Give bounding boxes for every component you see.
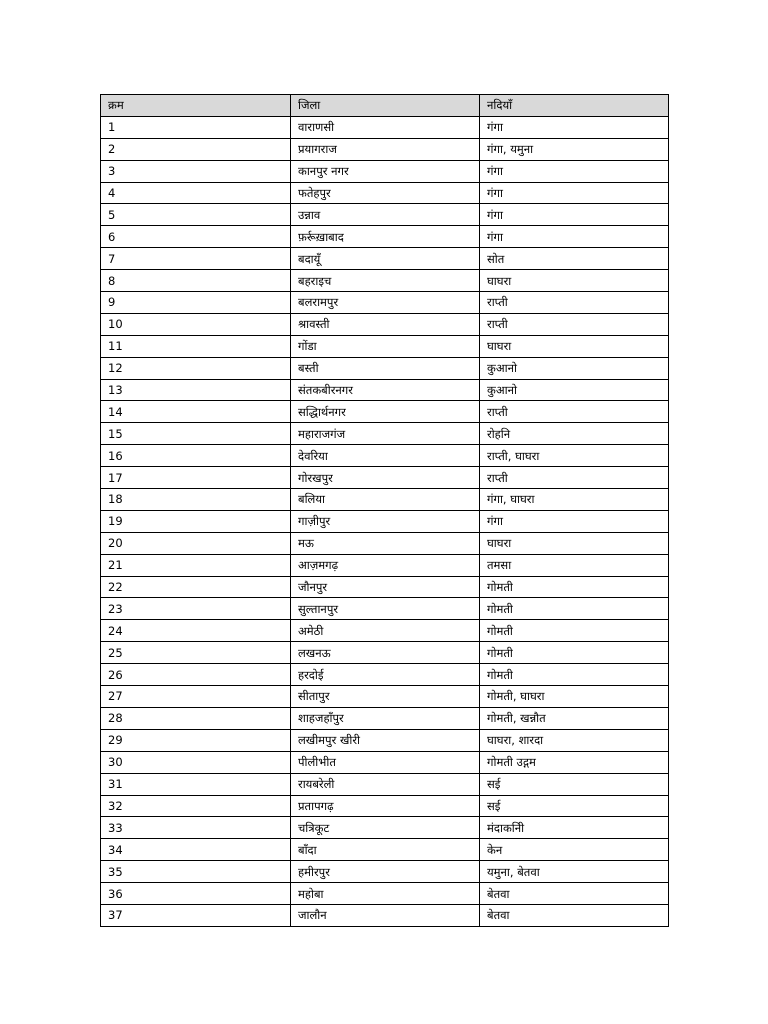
district-cell: जालौन bbox=[291, 904, 480, 926]
rivers-cell: कुआनो bbox=[480, 357, 669, 379]
rivers-cell: केन bbox=[480, 839, 669, 861]
rivers-cell: सोत bbox=[480, 248, 669, 270]
district-cell: संतकबीरनगर bbox=[291, 379, 480, 401]
rivers-cell: गोमती bbox=[480, 664, 669, 686]
header-serial: क्रम bbox=[101, 95, 291, 117]
table-row bbox=[101, 729, 669, 751]
district-cell: वाराणसी bbox=[291, 116, 480, 138]
table-row bbox=[101, 204, 669, 226]
serial-cell: 37 bbox=[101, 904, 291, 926]
rivers-cell: राप्ती bbox=[480, 401, 669, 423]
serial-cell: 17 bbox=[101, 467, 291, 489]
table-row bbox=[101, 489, 669, 511]
table-row bbox=[101, 576, 669, 598]
district-cell: सद्धिार्थनगर bbox=[291, 401, 480, 423]
rivers-cell: गंगा bbox=[480, 182, 669, 204]
table-row bbox=[101, 817, 669, 839]
serial-cell: 23 bbox=[101, 598, 291, 620]
header-district: जिला bbox=[291, 95, 480, 117]
table-row bbox=[101, 313, 669, 335]
serial-cell: 18 bbox=[101, 489, 291, 511]
table-row bbox=[101, 642, 669, 664]
header-row bbox=[101, 95, 669, 117]
table-row bbox=[101, 379, 669, 401]
rivers-cell: गंगा bbox=[480, 204, 669, 226]
table-row bbox=[101, 423, 669, 445]
district-cell: सीतापुर bbox=[291, 686, 480, 708]
district-cell: बहराइच bbox=[291, 270, 480, 292]
serial-cell: 30 bbox=[101, 751, 291, 773]
district-cell: बाँदा bbox=[291, 839, 480, 861]
rivers-cell: घाघरा bbox=[480, 532, 669, 554]
district-cell: पीलीभीत bbox=[291, 751, 480, 773]
district-cell: लखनऊ bbox=[291, 642, 480, 664]
rivers-cell: राप्ती, घाघरा bbox=[480, 445, 669, 467]
rivers-cell: घाघरा bbox=[480, 335, 669, 357]
rivers-cell: घाघरा bbox=[480, 270, 669, 292]
district-cell: उन्नाव bbox=[291, 204, 480, 226]
rivers-cell: गंगा bbox=[480, 160, 669, 182]
serial-cell: 10 bbox=[101, 313, 291, 335]
serial-cell: 24 bbox=[101, 620, 291, 642]
serial-cell: 6 bbox=[101, 226, 291, 248]
serial-cell: 35 bbox=[101, 861, 291, 883]
rivers-cell: गोमती bbox=[480, 576, 669, 598]
serial-cell: 36 bbox=[101, 883, 291, 905]
district-cell: शाहजहाँपुर bbox=[291, 707, 480, 729]
district-cell: महोबा bbox=[291, 883, 480, 905]
serial-cell: 34 bbox=[101, 839, 291, 861]
serial-cell: 1 bbox=[101, 116, 291, 138]
rivers-cell: गंगा bbox=[480, 226, 669, 248]
rivers-cell: राप्ती bbox=[480, 313, 669, 335]
table-row bbox=[101, 335, 669, 357]
serial-cell: 16 bbox=[101, 445, 291, 467]
district-cell: श्रावस्ती bbox=[291, 313, 480, 335]
rivers-cell: रोहनि bbox=[480, 423, 669, 445]
serial-cell: 33 bbox=[101, 817, 291, 839]
table-row bbox=[101, 116, 669, 138]
rivers-cell: गोमती, खन्नौत bbox=[480, 707, 669, 729]
serial-cell: 15 bbox=[101, 423, 291, 445]
serial-cell: 13 bbox=[101, 379, 291, 401]
table-row bbox=[101, 248, 669, 270]
rivers-cell: कुआनो bbox=[480, 379, 669, 401]
district-cell: आज़मगढ़ bbox=[291, 554, 480, 576]
table-row bbox=[101, 707, 669, 729]
table-row bbox=[101, 401, 669, 423]
district-cell: फ़र्रूख़ाबाद bbox=[291, 226, 480, 248]
table-body bbox=[101, 116, 669, 926]
table-row bbox=[101, 292, 669, 314]
table-row bbox=[101, 445, 669, 467]
table-row bbox=[101, 751, 669, 773]
serial-cell: 7 bbox=[101, 248, 291, 270]
district-cell: बस्ती bbox=[291, 357, 480, 379]
district-cell: कानपुर नगर bbox=[291, 160, 480, 182]
district-cell: मऊ bbox=[291, 532, 480, 554]
serial-cell: 3 bbox=[101, 160, 291, 182]
district-cell: चत्रिकूट bbox=[291, 817, 480, 839]
serial-cell: 4 bbox=[101, 182, 291, 204]
district-cell: सुल्तानपुर bbox=[291, 598, 480, 620]
table-row bbox=[101, 795, 669, 817]
rivers-cell: गंगा, यमुना bbox=[480, 138, 669, 160]
serial-cell: 27 bbox=[101, 686, 291, 708]
rivers-cell: राप्ती bbox=[480, 292, 669, 314]
rivers-cell: गोमती bbox=[480, 620, 669, 642]
table-row bbox=[101, 883, 669, 905]
table-row bbox=[101, 510, 669, 532]
rivers-cell: घाघरा, शारदा bbox=[480, 729, 669, 751]
district-rivers-table bbox=[100, 94, 669, 927]
table-row bbox=[101, 861, 669, 883]
district-cell: हमीरपुर bbox=[291, 861, 480, 883]
district-cell: बलिया bbox=[291, 489, 480, 511]
district-cell: प्रयागराज bbox=[291, 138, 480, 160]
district-cell: गाज़ीपुर bbox=[291, 510, 480, 532]
table-row bbox=[101, 904, 669, 926]
rivers-cell: तमसा bbox=[480, 554, 669, 576]
rivers-cell: गोमती, घाघरा bbox=[480, 686, 669, 708]
district-cell: प्रतापगढ़ bbox=[291, 795, 480, 817]
district-cell: लखीमपुर खीरी bbox=[291, 729, 480, 751]
table-row bbox=[101, 182, 669, 204]
district-cell: फतेहपुर bbox=[291, 182, 480, 204]
table-row bbox=[101, 357, 669, 379]
table-row bbox=[101, 160, 669, 182]
rivers-cell: गंगा bbox=[480, 510, 669, 532]
rivers-cell: गंगा bbox=[480, 116, 669, 138]
serial-cell: 31 bbox=[101, 773, 291, 795]
serial-cell: 12 bbox=[101, 357, 291, 379]
district-cell: बदायूँ bbox=[291, 248, 480, 270]
district-cell: रायबरेली bbox=[291, 773, 480, 795]
rivers-cell: सई bbox=[480, 773, 669, 795]
table-row bbox=[101, 839, 669, 861]
serial-cell: 8 bbox=[101, 270, 291, 292]
rivers-cell: बेतवा bbox=[480, 904, 669, 926]
table-row bbox=[101, 532, 669, 554]
table-row bbox=[101, 686, 669, 708]
serial-cell: 19 bbox=[101, 510, 291, 532]
serial-cell: 2 bbox=[101, 138, 291, 160]
serial-cell: 5 bbox=[101, 204, 291, 226]
serial-cell: 32 bbox=[101, 795, 291, 817]
table-row bbox=[101, 226, 669, 248]
district-cell: बलरामपुर bbox=[291, 292, 480, 314]
table-row bbox=[101, 773, 669, 795]
rivers-cell: मंदाकनिी bbox=[480, 817, 669, 839]
rivers-cell: गंगा, घाघरा bbox=[480, 489, 669, 511]
table-row bbox=[101, 598, 669, 620]
serial-cell: 21 bbox=[101, 554, 291, 576]
header-rivers: नदियाँ bbox=[480, 95, 669, 117]
serial-cell: 25 bbox=[101, 642, 291, 664]
serial-cell: 28 bbox=[101, 707, 291, 729]
district-cell: जौनपुर bbox=[291, 576, 480, 598]
table-row bbox=[101, 467, 669, 489]
serial-cell: 26 bbox=[101, 664, 291, 686]
rivers-cell: सई bbox=[480, 795, 669, 817]
rivers-cell: गोमती उद्गम bbox=[480, 751, 669, 773]
district-cell: अमेठी bbox=[291, 620, 480, 642]
table-row bbox=[101, 138, 669, 160]
rivers-cell: राप्ती bbox=[480, 467, 669, 489]
rivers-cell: बेतवा bbox=[480, 883, 669, 905]
table-row bbox=[101, 620, 669, 642]
rivers-cell: गोमती bbox=[480, 598, 669, 620]
table-row bbox=[101, 554, 669, 576]
district-cell: महाराजगंज bbox=[291, 423, 480, 445]
table-row bbox=[101, 270, 669, 292]
district-cell: गोंडा bbox=[291, 335, 480, 357]
serial-cell: 11 bbox=[101, 335, 291, 357]
table-row bbox=[101, 664, 669, 686]
serial-cell: 9 bbox=[101, 292, 291, 314]
serial-cell: 29 bbox=[101, 729, 291, 751]
district-cell: हरदोई bbox=[291, 664, 480, 686]
serial-cell: 20 bbox=[101, 532, 291, 554]
district-cell: गोरखपुर bbox=[291, 467, 480, 489]
serial-cell: 14 bbox=[101, 401, 291, 423]
table-header bbox=[101, 95, 669, 117]
district-cell: देवरिया bbox=[291, 445, 480, 467]
rivers-cell: गोमती bbox=[480, 642, 669, 664]
serial-cell: 22 bbox=[101, 576, 291, 598]
rivers-cell: यमुना, बेतवा bbox=[480, 861, 669, 883]
